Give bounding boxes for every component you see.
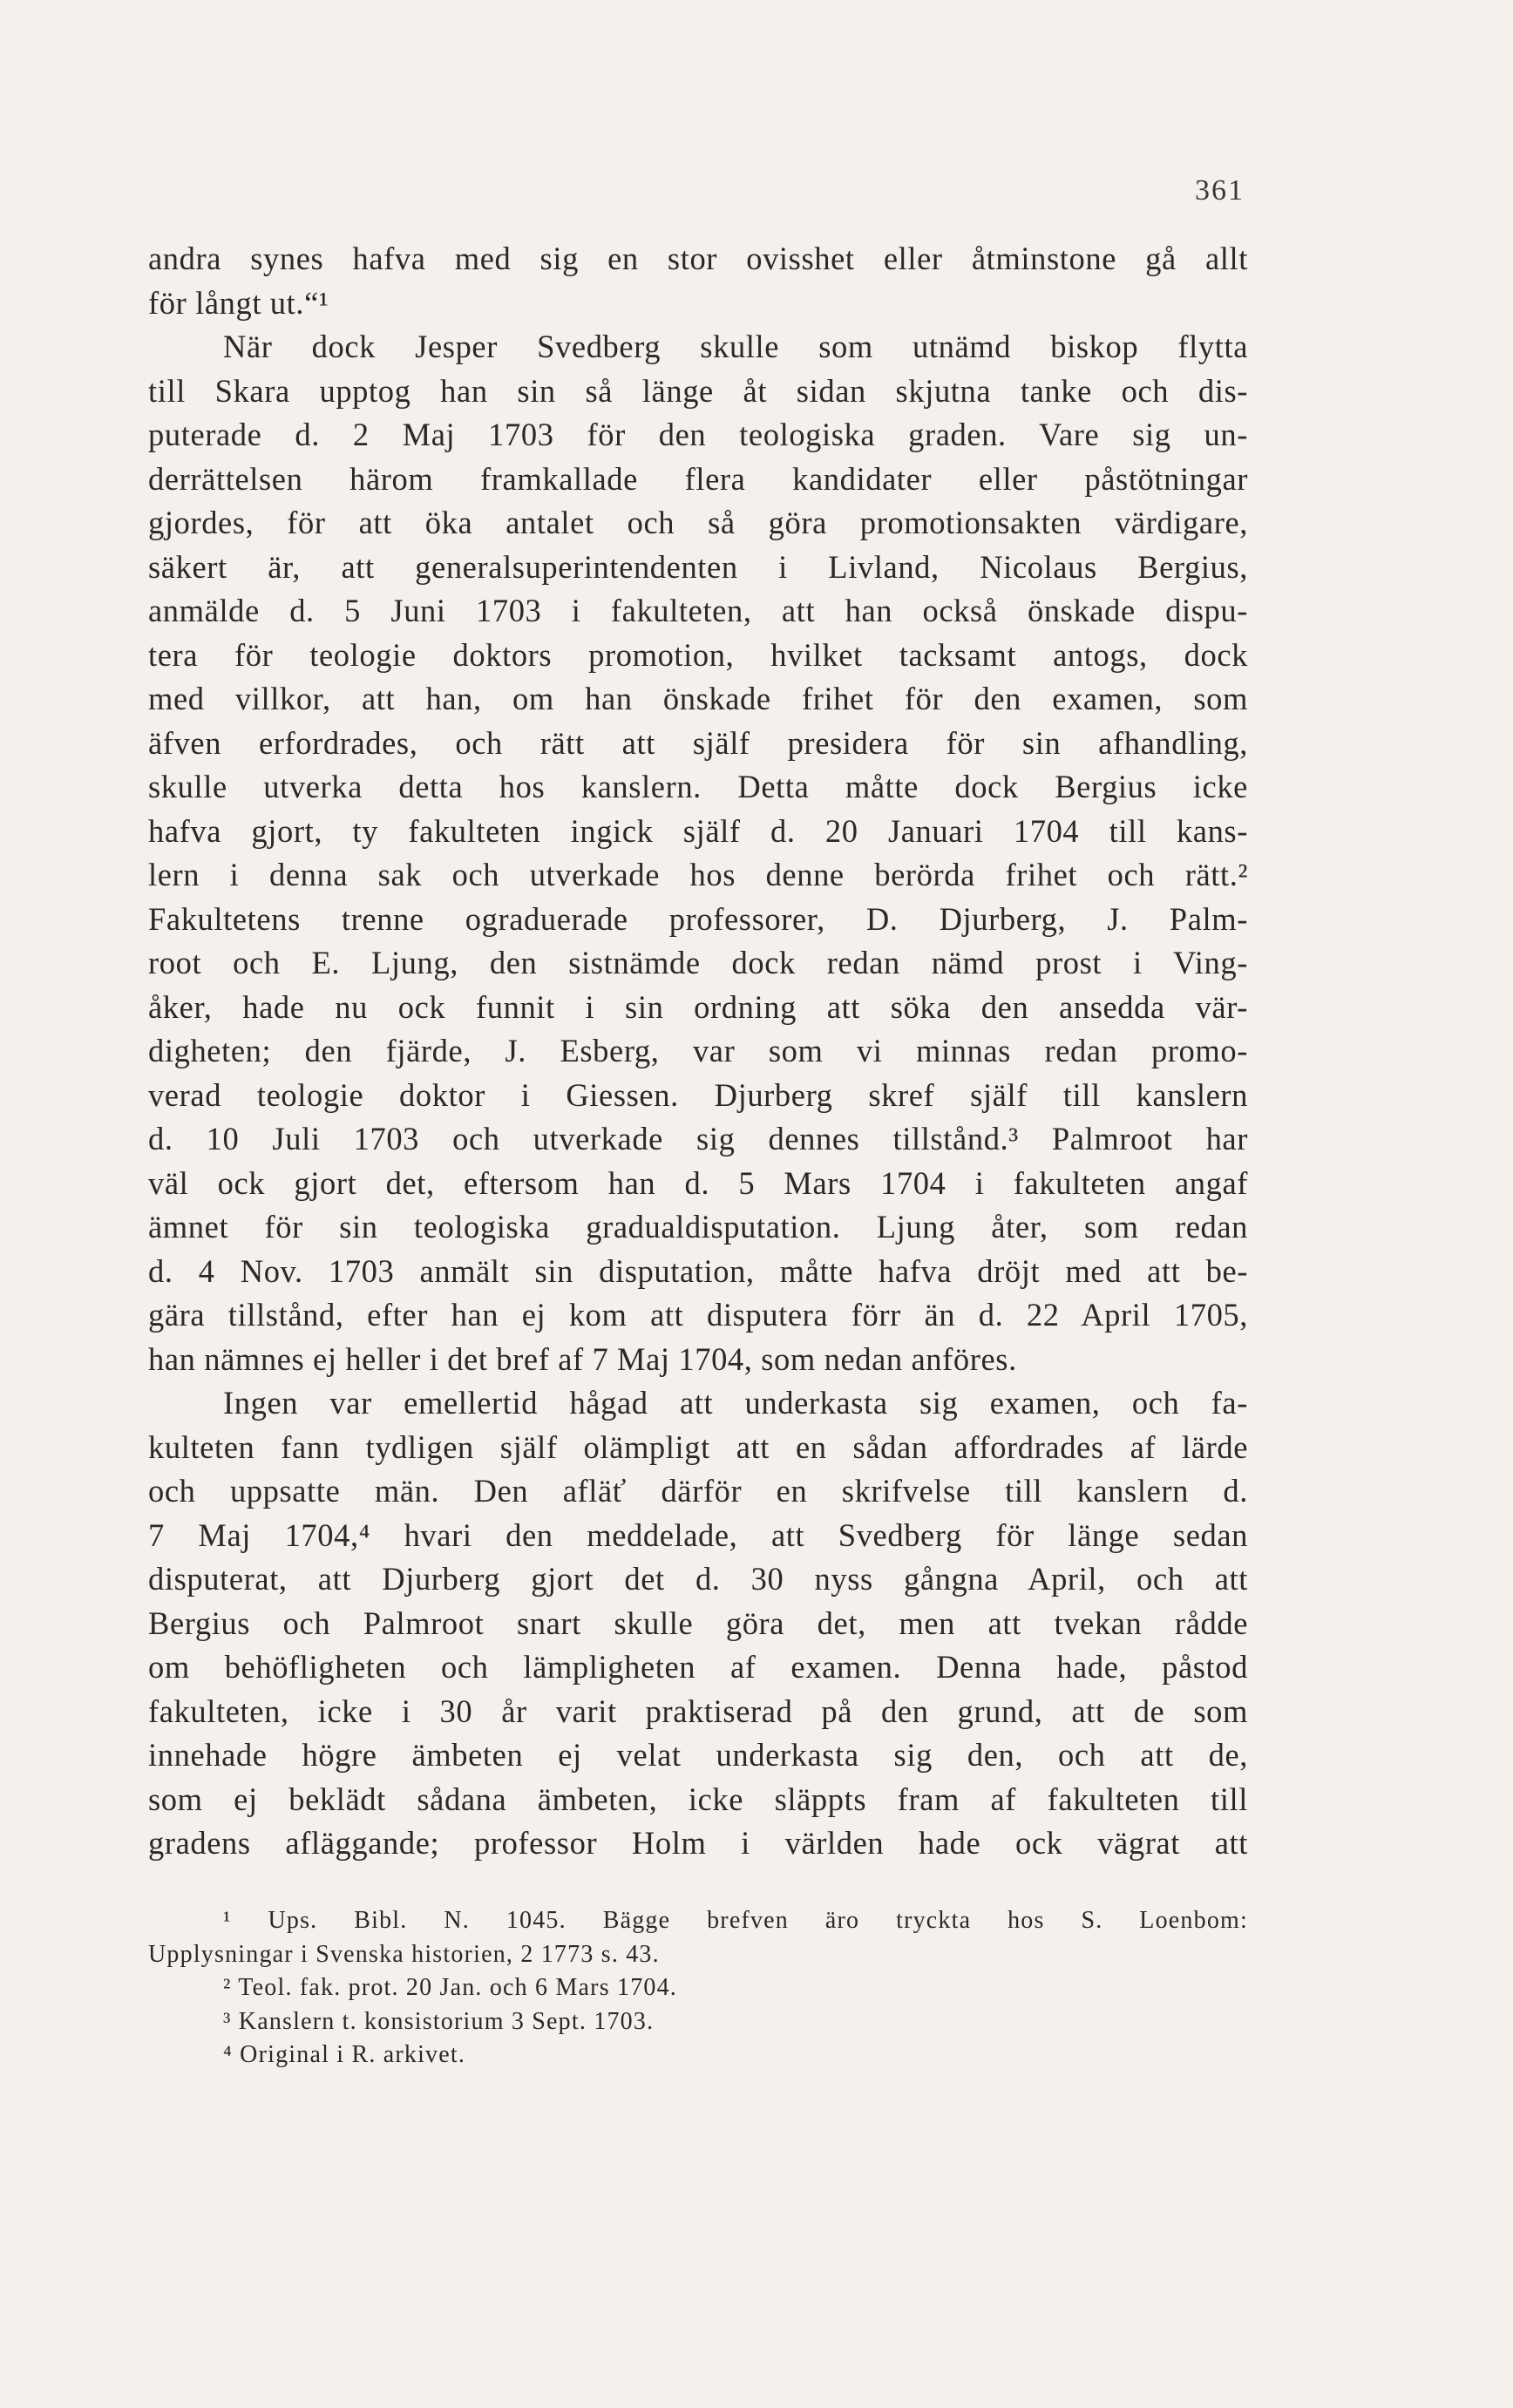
text-line: anmälde d. 5 Juni 1703 i fakulteten, att han också önskade dispu-	[148, 593, 1248, 628]
text-line: till Skara upptog han sin så länge åt sidan skjutna tanke och dis-	[148, 372, 1248, 409]
text-line: gradens afläggande; professor Holm i världen hade ock vägrat att	[148, 1825, 1248, 1861]
text-line: d. 4 Nov. 1703 anmält sin disputation, måtte hafva dröjt med att be-	[148, 1252, 1248, 1289]
text-line: ämnet för sin teologiska gradualdisputation. Ljung åter, som redan	[148, 1209, 1248, 1245]
text-line: När dock Jesper Svedberg skulle som utnämd biskop flytta	[223, 329, 1248, 364]
text-line: lern i denna sak och utverkade hos denne berörda frihet och rätt.²	[148, 857, 1248, 892]
text-line: verad teologie doktor i Giessen. Djurberg skref själf till kanslern	[148, 1076, 1248, 1113]
text-line: d. 10 Juli 1703 och utverkade sig dennes tillstånd.³ Palmroot har	[148, 1121, 1248, 1157]
text-line: åker, hade nu ock funnit i sin ordning att söka den ansedda vär-	[148, 988, 1248, 1025]
text-line: derrättelsen härom framkallade flera kandidater eller påstötningar	[148, 460, 1248, 497]
footnote-line: Upplysningar i Svenska historien, 2 1773 s. 43.	[148, 1940, 660, 1968]
text-line: för långt ut.“¹	[148, 284, 329, 321]
text-line: Fakultetens trenne ograduerade professorer, D. Djurberg, J. Palm-	[148, 900, 1248, 937]
text-line: och uppsatte män. Den afläť därför en skrifvelse till kanslern d.	[148, 1473, 1248, 1509]
text-line: kulteten fann tydligen själf olämpligt att en sådan affordrades af lärde	[148, 1428, 1248, 1465]
page-number: 361	[1195, 174, 1245, 207]
text-line: hafva gjort, ty fakulteten ingick själf d. 20 Januari 1704 till kans-	[148, 812, 1248, 849]
text-line: Bergius och Palmroot snart skulle göra det, men att tvekan rådde	[148, 1604, 1248, 1641]
text-line: om behöfligheten och lämpligheten af examen. Denna hade, påstod	[148, 1649, 1248, 1685]
text-line: puterade d. 2 Maj 1703 för den teologiska graden. Vare sig un-	[148, 417, 1248, 452]
text-line: Ingen var emellertid hågad att underkasta sig examen, och fa-	[223, 1385, 1248, 1421]
text-line: fakulteten, icke i 30 år varit praktiserad på den grund, att de som	[148, 1692, 1248, 1729]
text-line: 7 Maj 1704,⁴ hvari den meddelade, att Svedberg för länge sedan	[148, 1516, 1248, 1553]
text-line: innehade högre ämbeten ej velat underkasta sig den, och att de,	[148, 1737, 1248, 1773]
text-line: som ej beklädt sådana ämbeten, icke släppts fram af fakulteten till	[148, 1781, 1248, 1817]
text-line: disputerat, att Djurberg gjort det d. 30 nyss gångna April, och att	[148, 1561, 1248, 1597]
text-line: med villkor, att han, om han önskade frihet för den examen, som	[148, 681, 1248, 716]
text-line: gära tillstånd, efter han ej kom att disputera förr än d. 22 April 1705,	[148, 1297, 1248, 1333]
footnote-line: ³ Kanslern t. konsistorium 3 Sept. 1703.	[223, 2007, 655, 2035]
text-line: tera för teologie doktors promotion, hvilket tacksamt antogs, dock	[148, 636, 1248, 673]
text-line: gjordes, för att öka antalet och så göra promotionsakten värdigare,	[148, 505, 1248, 540]
text-line: äfven erfordrades, och rätt att själf presidera för sin afhandling,	[148, 724, 1248, 761]
footnote-line: ⁴ Original i R. arkivet.	[223, 2041, 466, 2068]
text-line: andra synes hafva med sig en stor ovisshet eller åtminstone gå allt	[148, 241, 1248, 276]
footnotes	[148, 1904, 1248, 2072]
body-text	[148, 237, 1248, 1866]
text-line: han nämnes ej heller i det bref af 7 Maj 1704, som nedan anföres.	[148, 1340, 1017, 1377]
footnote-line: ¹ Ups. Bibl. N. 1045. Bägge brefven äro tryckta hos S. Loenbom:	[223, 1907, 1248, 1934]
text-line: väl ock gjort det, eftersom han d. 5 Mars 1704 i fakulteten angaf	[148, 1164, 1248, 1201]
text-line: digheten; den fjärde, J. Esberg, var som vi minnas redan promo-	[148, 1033, 1248, 1068]
text-line: säkert är, att generalsuperintendenten i Livland, Nicolaus Bergius,	[148, 548, 1248, 585]
text-line: skulle utverka detta hos kanslern. Detta måtte dock Bergius icke	[148, 769, 1248, 804]
footnote-line: ² Teol. fak. prot. 20 Jan. och 6 Mars 1704.	[223, 1974, 677, 2001]
text-line: root och E. Ljung, den sistnämde dock redan nämd prost i Ving-	[148, 945, 1248, 980]
